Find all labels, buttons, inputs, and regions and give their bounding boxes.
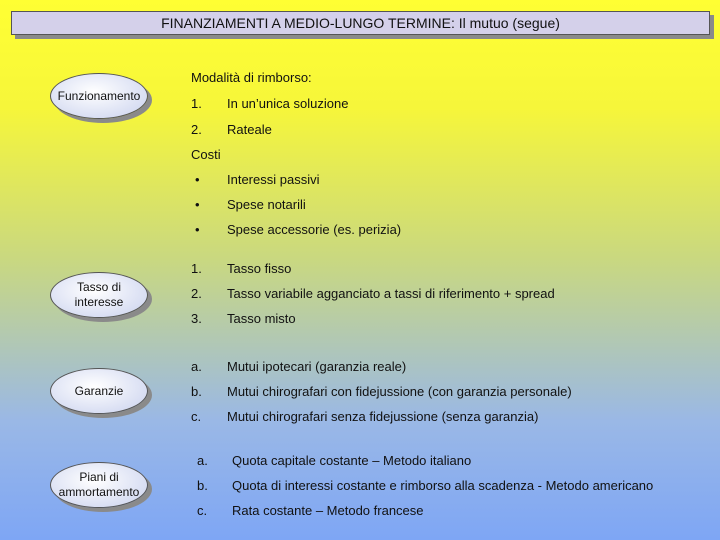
- oval-garanzie: [50, 368, 148, 414]
- oval-funzionamento: [50, 73, 148, 119]
- tasso-marker-2: 2.: [191, 286, 202, 301]
- garanzie-marker-a: a.: [191, 359, 202, 374]
- oval-funzionamento-label: Funzionamento: [57, 88, 141, 103]
- rimborso-marker-2: 2.: [191, 122, 202, 137]
- tasso-marker-3: 3.: [191, 311, 202, 326]
- costi-item-1: Interessi passivi: [227, 172, 320, 187]
- piani-item-a: Quota capitale costante – Metodo italiano: [232, 453, 472, 468]
- piani-marker-b: b.: [197, 478, 208, 493]
- rimborso-item-1: In un’unica soluzione: [227, 96, 349, 111]
- oval-piani-di-ammortamento: [50, 462, 148, 508]
- tasso-marker-1: 1.: [191, 261, 202, 276]
- piani-marker-a: a.: [197, 453, 208, 468]
- oval-garanzie-label: Garanzie: [74, 383, 124, 398]
- rimborso-marker-1: 1.: [191, 96, 202, 111]
- costi-marker-1: •: [195, 172, 200, 187]
- costi-item-3: Spese accessorie (es. perizia): [227, 222, 402, 237]
- garanzie-marker-c: c.: [191, 409, 202, 424]
- costi-item-2: Spese notarili: [227, 197, 306, 212]
- rimborso-heading: Modalità di rimborso:: [191, 70, 312, 85]
- rimborso-item-2: Rateale: [227, 122, 272, 137]
- garanzie-item-a: Mutui ipotecari (garanzia reale): [227, 359, 407, 374]
- tasso-item-3: Tasso misto: [227, 311, 296, 326]
- piani-item-c: Rata costante – Metodo francese: [232, 503, 424, 518]
- costi-heading: Costi: [191, 147, 221, 162]
- garanzie-item-c: Mutui chirografari senza fidejussione (senza garanzia): [227, 409, 539, 424]
- garanzie-item-b: Mutui chirografari con fidejussione (con garanzia personale): [227, 384, 572, 399]
- oval-tasso-label: Tasso di interesse: [74, 280, 124, 309]
- slide-title: FINANZIAMENTI A MEDIO-LUNGO TERMINE: Il mutuo (segue): [11, 11, 710, 35]
- garanzie-marker-b: b.: [191, 384, 202, 399]
- piani-marker-c: c.: [197, 503, 208, 518]
- costi-marker-2: •: [195, 197, 200, 212]
- oval-tasso-di-interesse: [50, 272, 148, 318]
- tasso-item-1: Tasso fisso: [227, 261, 292, 276]
- oval-piani-label: Piani di ammortamento: [58, 470, 140, 499]
- costi-marker-3: •: [195, 222, 200, 237]
- tasso-item-2: Tasso variabile agganciato a tassi di riferimento + spread: [227, 286, 555, 301]
- piani-item-b: Quota di interessi costante e rimborso alla scadenza - Metodo americano: [232, 478, 654, 493]
